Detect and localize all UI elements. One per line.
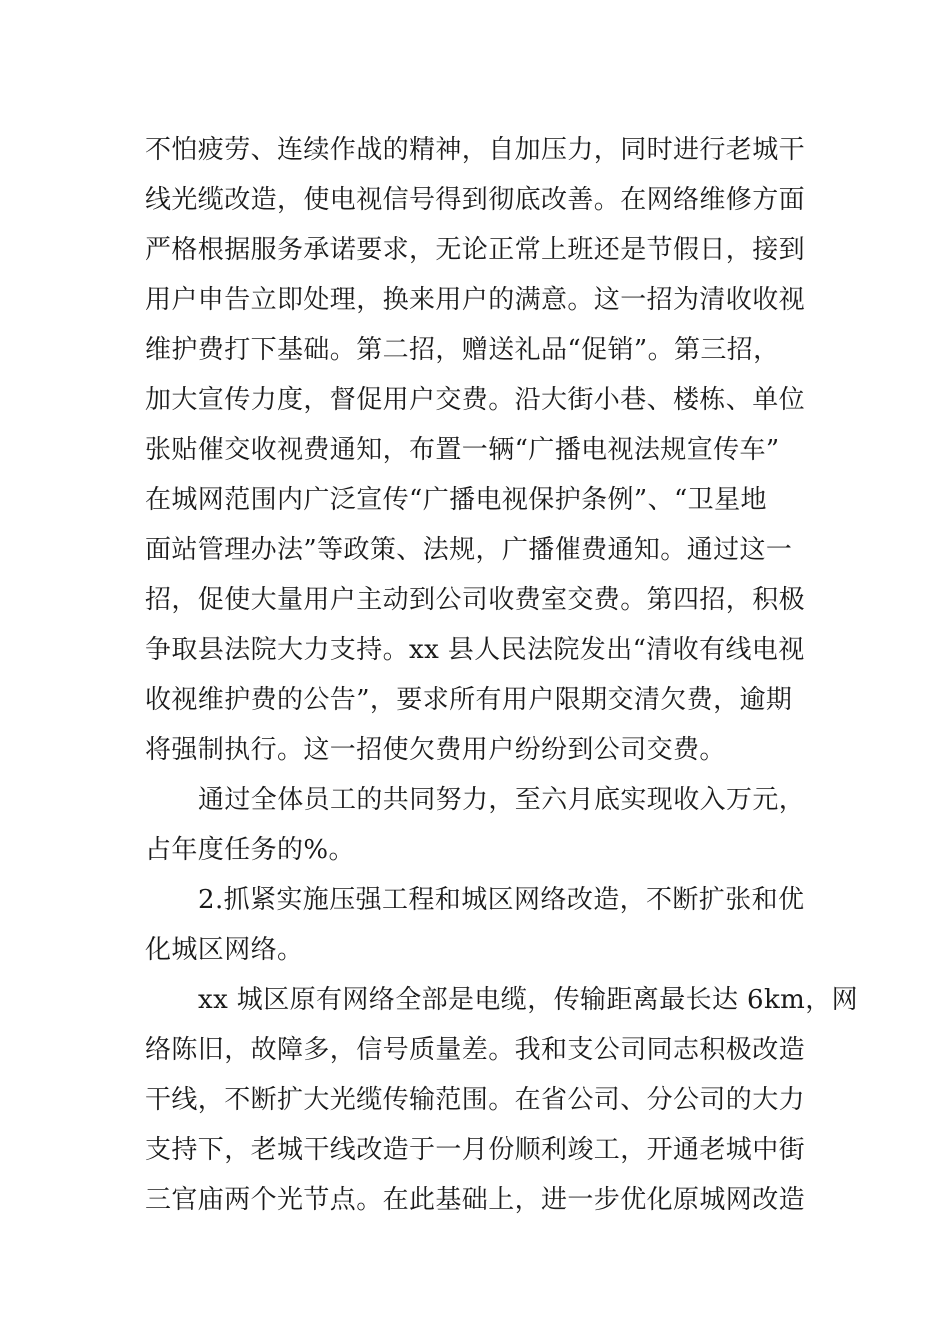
text-line: 争取县法院大力支持。xx 县人民法院发出“清收有线电视 <box>145 635 805 665</box>
text-line: 在城网范围内广泛宣传“广播电视保护条例”、“卫星地 <box>145 485 767 515</box>
paragraph-first-line: 通过全体员工的共同努力，至六月底实现收入万元， <box>198 785 806 815</box>
text-line: 将强制执行。这一招使欠费用户纷纷到公司交费。 <box>145 735 726 765</box>
text-line: 收视维护费的公告”，要求所有用户限期交清欠费，逾期 <box>145 685 793 715</box>
text-line: 加大宣传力度，督促用户交费。沿大街小巷、楼栋、单位 <box>145 385 806 415</box>
text-line: 招，促使大量用户主动到公司收费室交费。第四招，积极 <box>145 585 806 615</box>
text-line: 不怕疲劳、连续作战的精神，自加压力，同时进行老城干 <box>145 135 806 165</box>
section-heading-line: 化城区网络。 <box>145 935 304 965</box>
text-line: 占年度任务的%。 <box>145 835 355 865</box>
text-line: 面站管理办法”等政策、法规，广播催费通知。通过这一 <box>145 535 793 565</box>
text-line: 张贴催交收视费通知，布置一辆“广播电视法规宣传车” <box>145 435 780 465</box>
text-line: 用户申告立即处理，换来用户的满意。这一招为清收收视 <box>145 285 806 315</box>
section-heading-line: 2.抓紧实施压强工程和城区网络改造，不断扩张和优 <box>198 885 805 915</box>
paragraph-first-line: xx 城区原有网络全部是电缆，传输距离最长达 6km，网 <box>198 985 859 1015</box>
text-line: 维护费打下基础。第二招，赠送礼品“促销”。第三招， <box>145 335 780 365</box>
text-line: 三官庙两个光节点。在此基础上，进一步优化原城网改造 <box>145 1185 806 1215</box>
text-line: 支持下，老城干线改造于一月份顺利竣工，开通老城中街 <box>145 1135 806 1165</box>
text-line: 线光缆改造，使电视信号得到彻底改善。在网络维修方面 <box>145 185 806 215</box>
text-line: 严格根据服务承诺要求，无论正常上班还是节假日，接到 <box>145 235 806 265</box>
text-line: 络陈旧，故障多，信号质量差。我和支公司同志积极改造 <box>145 1035 806 1065</box>
text-line: 干线，不断扩大光缆传输范围。在省公司、分公司的大力 <box>145 1085 806 1115</box>
